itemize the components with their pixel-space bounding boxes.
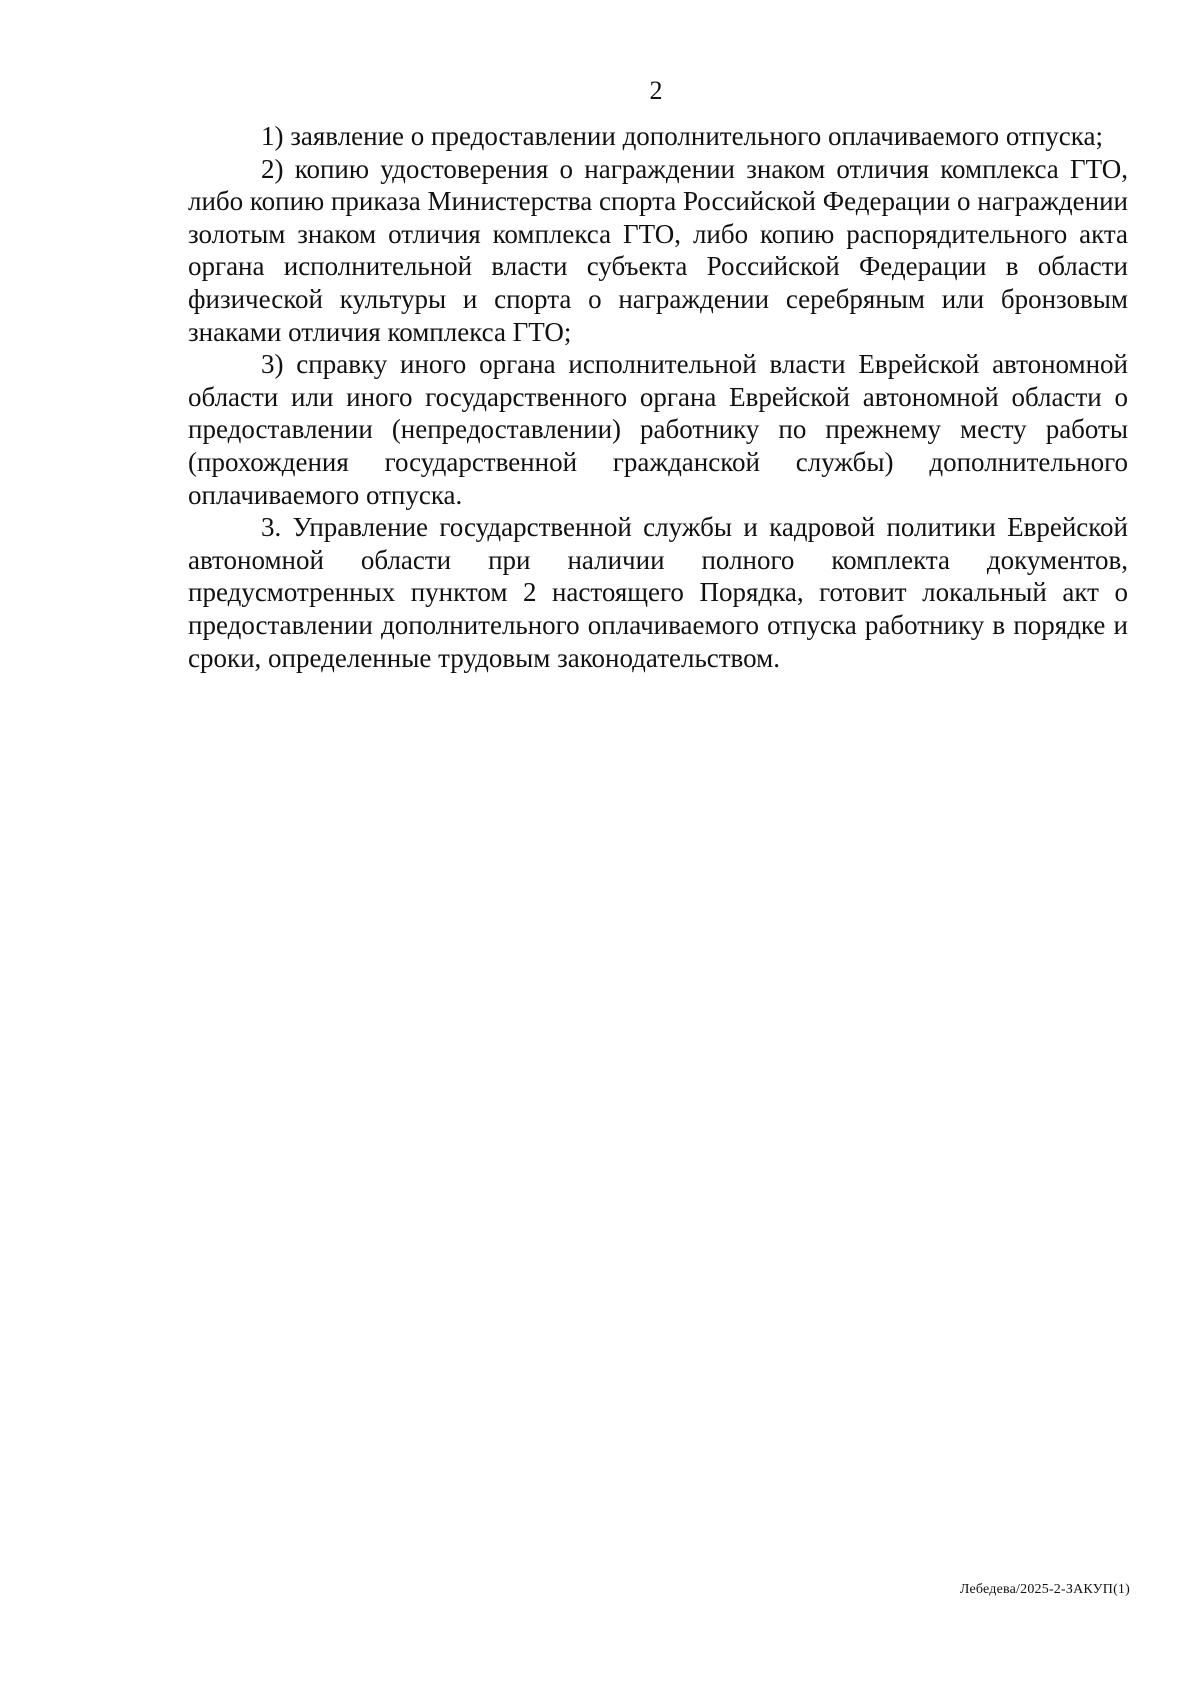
document-body [188,120,1128,674]
paragraph-item-3-reference: 3) справку иного органа исполнительной власти Еврейской автономной области или иного государственного органа Еврейской автономной области о предоставлении (непредоставлении) работнику по прежнему месту работы (прохождения государственной гражданской службы) дополнительного оплачиваемого отпуска. [188,349,1128,510]
footer-document-code: Лебедева/2025-2-ЗАКУП(1) [959,1582,1130,1597]
paragraph-item-1-application: 1) заявление о предоставлении дополнительного оплачиваемого отпуска; [261,121,1103,151]
page-number: 2 [649,76,663,105]
paragraph-clause-3-hr-department: 3. Управление государственной службы и кадровой политики Еврейской автономной области при наличии полного комплекта документов, предусмотренных пунктом 2 настоящего Порядка, готовит локальный акт о предоставлении дополнительного оплачиваемого отпуска работнику в порядке и сроки, определенные трудовым законодательством. [188,512,1128,673]
paragraph-item-2-certificate-copy: 2) копию удостоверения о награждении знаком отличия комплекса ГТО, либо копию приказа Министерства спорта Российской Федерации о награждении золотым знаком отличия комплекса ГТО, либо копию распорядительного акта органа исполнительной власти субъекта Российской Федерации в области физической культуры и спорта о награждении серебряным или бронзовым знаками отличия комплекса ГТО; [188,153,1128,347]
